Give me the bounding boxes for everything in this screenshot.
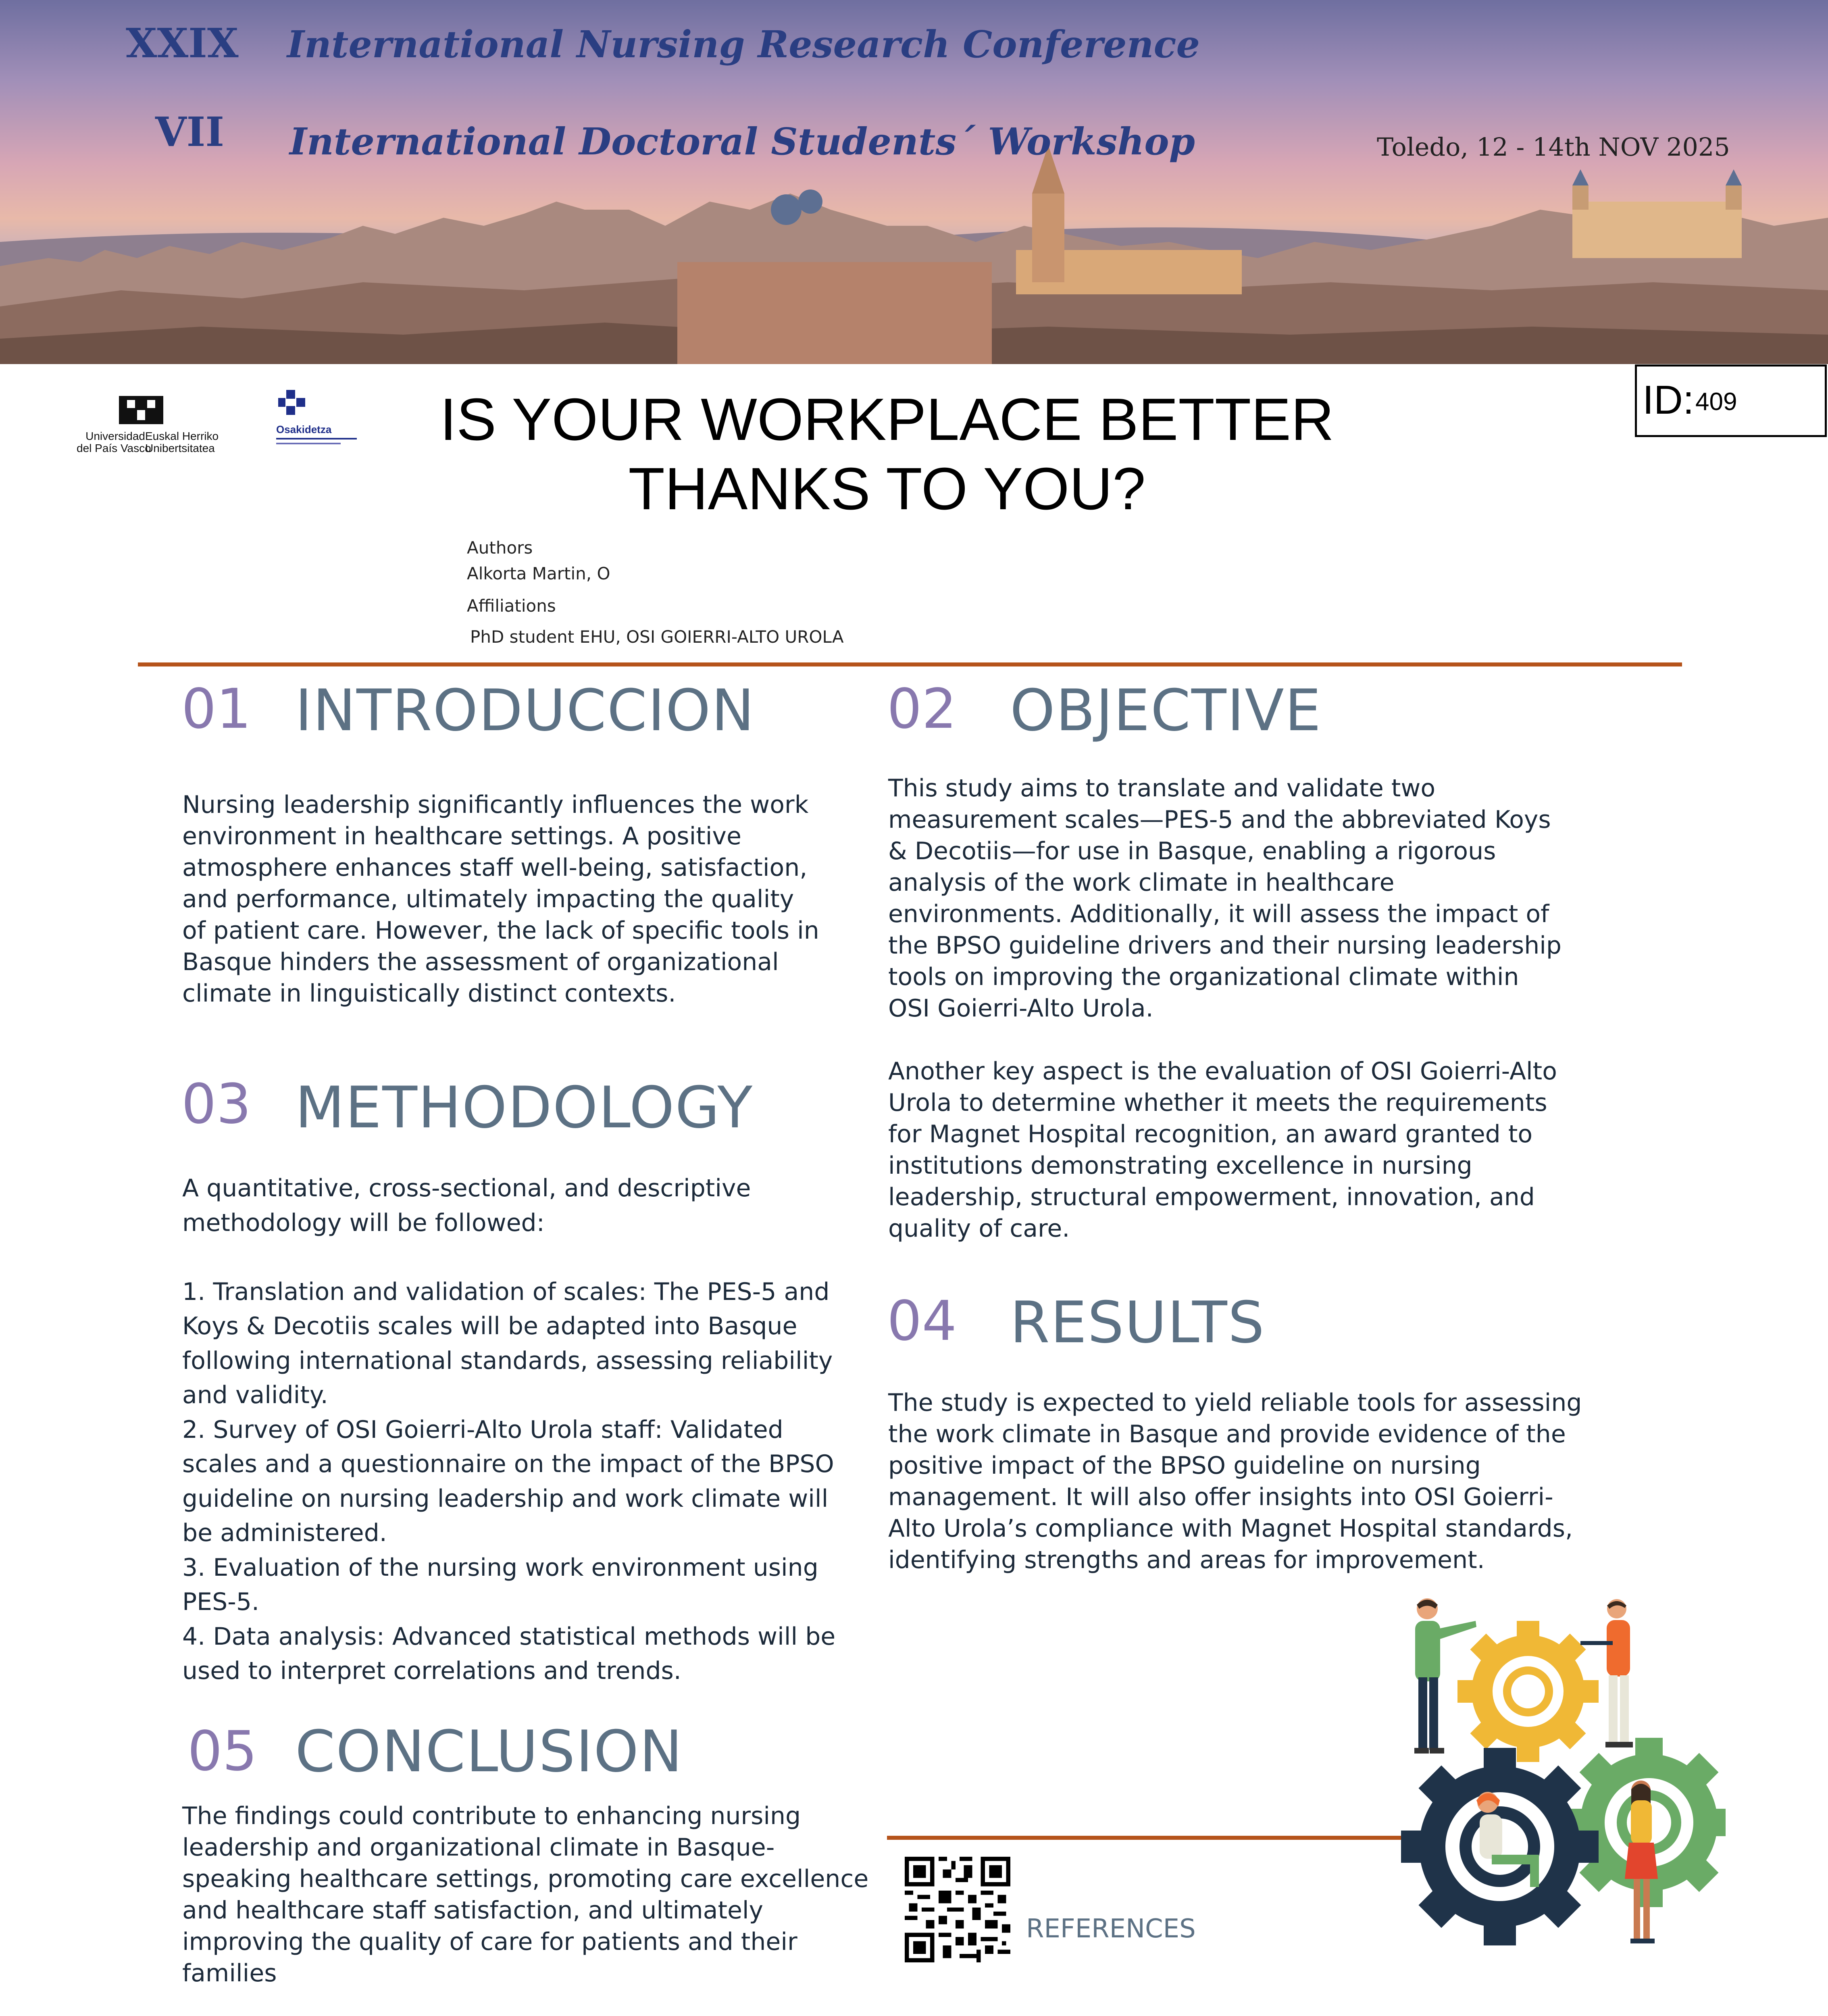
references-link[interactable]: REFERENCES <box>1026 1914 1196 1944</box>
affiliations: PhD student EHU, OSI GOIERRI-ALTO UROLA <box>470 627 844 647</box>
conclusion-body: The findings could contribute to enhancing nursing leadership and organizational climate in Basque- speaking healthcare settings, promoting care excellence and healthcare staff satisfaction, and ultimately improving the quality of care for patients and their families <box>182 1802 869 1987</box>
workshop-name: International Doctoral Students´ Workshop <box>289 120 1195 163</box>
conclusion-title: CONCLUSION <box>295 1718 683 1785</box>
person-pointing-icon <box>1414 1598 1476 1754</box>
methodology-number: 03 <box>181 1073 252 1136</box>
conclusion-number: 05 <box>187 1720 258 1783</box>
upv-ehu-logo <box>60 388 222 456</box>
ehu-logo-text: Euskal Herriko Unibertsitatea <box>145 430 219 454</box>
person-laptop-icon <box>1580 1599 1633 1747</box>
results-title: RESULTS <box>1010 1289 1265 1356</box>
conference-date-location: Toledo, 12 - 14th NOV 2025 <box>1377 132 1730 162</box>
osakidetza-logo-rule <box>276 438 357 439</box>
conference-name: International Nursing Research Conference <box>287 23 1200 66</box>
conference-edition-number: XXIX <box>126 19 239 67</box>
header-divider <box>138 662 1682 666</box>
upv-logo-text: Universidad del País Vasco <box>77 430 151 454</box>
intro-title: INTRODUCCION <box>295 677 755 744</box>
poster-title-line: THANKS TO YOU? <box>628 456 1146 522</box>
objective-number: 02 <box>887 677 957 741</box>
workshop-edition-number: VII <box>155 108 225 156</box>
references-divider <box>887 1836 1451 1840</box>
intro-number: 01 <box>181 677 252 741</box>
objective-body: This study aims to translate and validate two measurement scales—PES-5 and the abbreviated Koys & Decotiis—for use in Basque, enabling a rigorous analysis of the work climate in healthcare environments. Additionally, it will assess the impact of the BPSO guideline drivers and their nursing leadership tools on improving the organizational climate within OSI Goierri-Alto Urola. Another key aspect is the evaluation of OSI Goierri-Alto Urola to determine whether it meets the requirements for Magnet Hospital recognition, an award granted to institutions demonstrating excellence in nursing leadership, structural empowerment, innovation, and quality of care. <box>888 774 1562 1243</box>
osakidetza-logo <box>274 388 371 460</box>
authors-label: Authors <box>467 538 533 558</box>
osakidetza-logo-text: Osakidetza <box>276 423 332 435</box>
methodology-body: A quantitative, cross-sectional, and descriptive methodology will be followed: 1. Translation and validation of scales: The PES-5 and Koys & Decotiis scales will be adapted into Basque following international standards, assessing reliability and validity. 2. Survey of OSI Goierri-Alto Urola staff: Validated scales and a questionnaire on the impact of the BPSO guideline on nursing leadership and work climate will be administered. 3. Evaluation of the nursing work environment using PES-5. 4. Data analysis: Advanced statistical methods will be used to interpret correlations and trends. <box>182 1174 836 1685</box>
objective-title: OBJECTIVE <box>1010 677 1322 744</box>
methodology-title: METHODOLOGY <box>295 1075 754 1141</box>
osakidetza-logo-rule <box>276 443 341 444</box>
poster-title <box>363 385 1411 524</box>
teamwork-gears-illustration <box>1371 1597 1726 1960</box>
poster-id-box <box>1635 364 1827 437</box>
results-number: 04 <box>887 1289 957 1353</box>
results-body: The study is expected to yield reliable tools for assessing the work climate in Basque and provide evidence of the positive impact of the BPSO guideline on nursing management. It will also offer insights into OSI Goierri- Alto Urola’s compliance with Magnet Hospital standards, identifying strengths and areas for improvement. <box>888 1389 1582 1574</box>
qr-code-icon[interactable] <box>905 1857 1010 1962</box>
poster-title-line: IS YOUR WORKPLACE BETTER <box>440 386 1334 453</box>
poster-id-label: ID: <box>1643 377 1694 423</box>
yellow-gear-icon <box>1457 1621 1599 1762</box>
upv-ehu-logo-icon <box>115 388 167 428</box>
authors: Alkorta Martin, O <box>467 564 610 583</box>
osakidetza-logo-icon <box>278 388 310 420</box>
header-banner <box>0 0 1828 364</box>
affiliations-label: Affiliations <box>467 596 556 616</box>
intro-body: Nursing leadership significantly influences the work environment in healthcare settings. A positive atmosphere enhances staff well-being, satisfaction, and performance, ultimately impacting the quality of patient care. However, the lack of specific tools in Basque hinders the assessment of organizational climate in linguistically distinct contexts. <box>182 791 819 1008</box>
poster-id-value: 409 <box>1695 388 1737 416</box>
